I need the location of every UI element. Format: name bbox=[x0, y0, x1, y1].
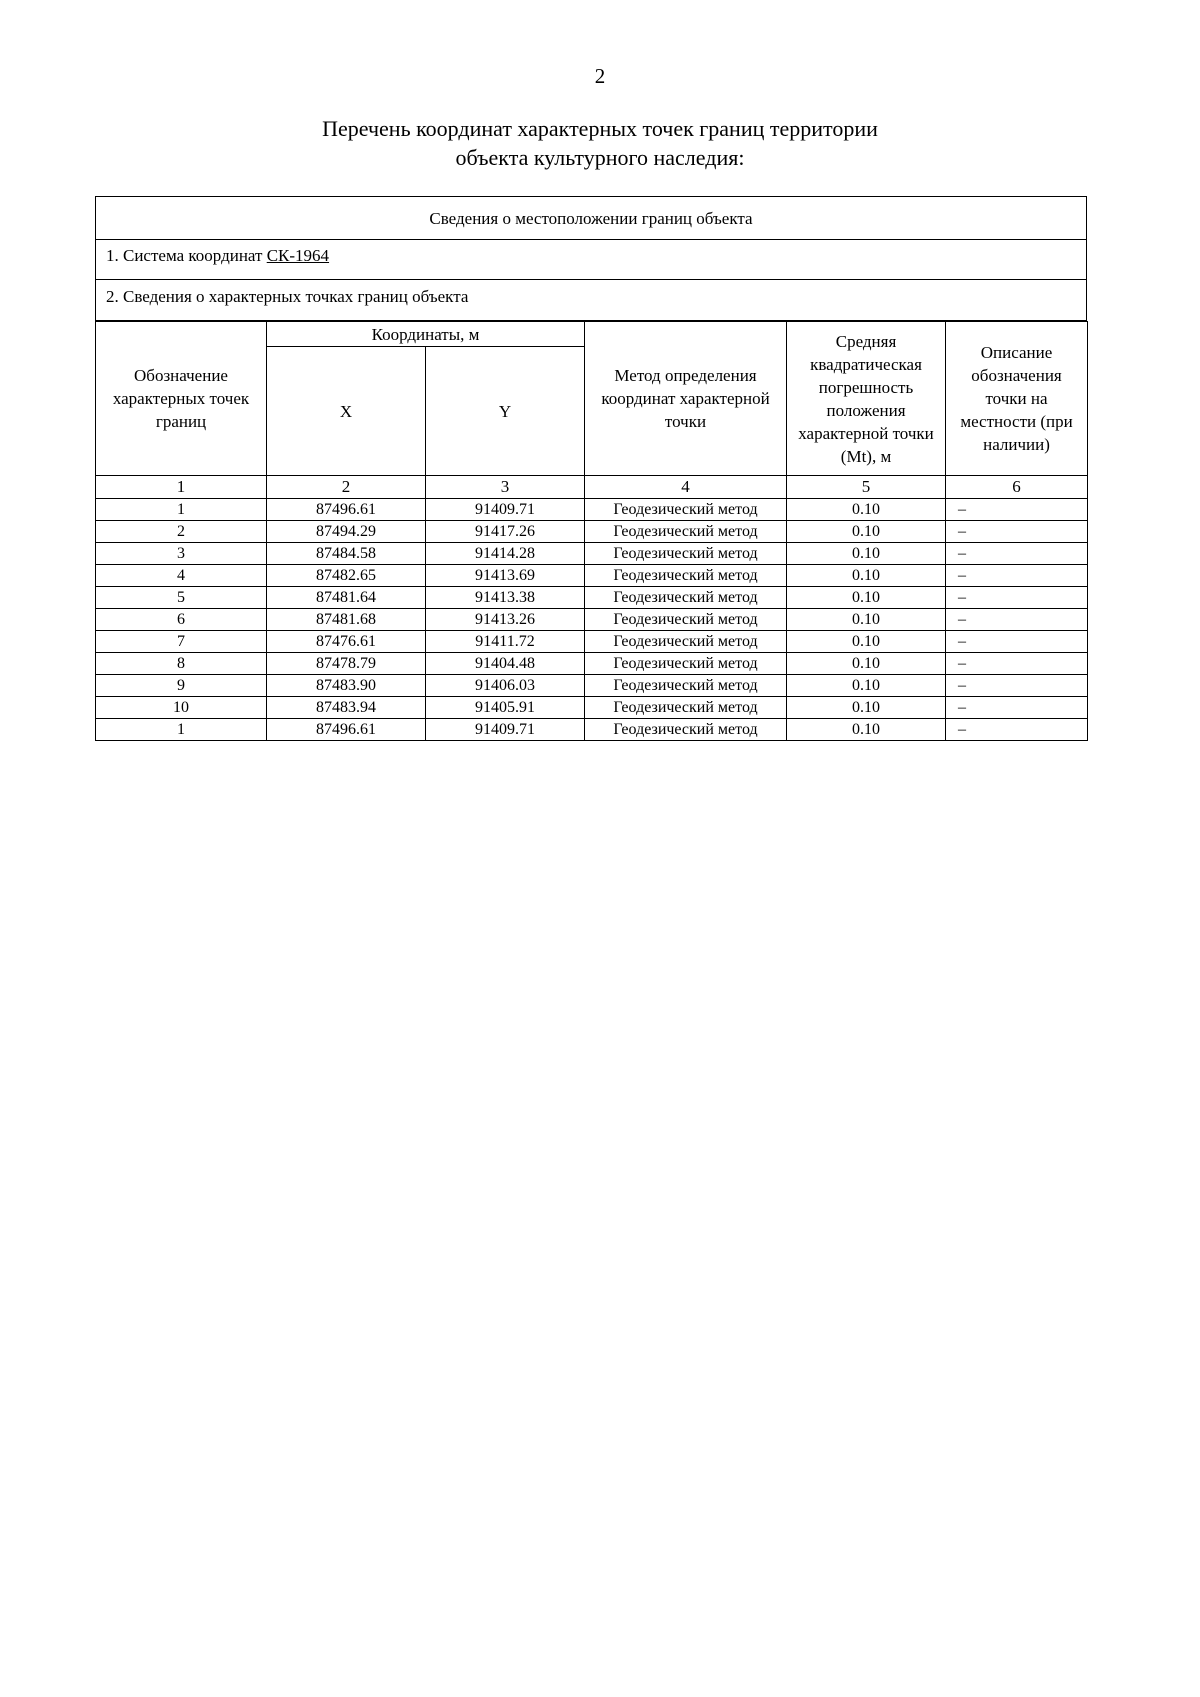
cell-description: – bbox=[946, 697, 1088, 719]
table-row bbox=[96, 675, 1088, 697]
cell-error: 0.10 bbox=[787, 543, 946, 565]
cell-method: Геодезический метод bbox=[585, 543, 787, 565]
cell-x: 87481.64 bbox=[267, 587, 426, 609]
cell-error: 0.10 bbox=[787, 499, 946, 521]
cell-point: 1 bbox=[96, 499, 267, 521]
header-error: Средняя квадратическая погрешность положения характерной точки (Mt), м bbox=[787, 322, 946, 476]
header-description: Описание обозначения точки на местности (при наличии) bbox=[946, 322, 1088, 476]
coordinates-table bbox=[95, 321, 1088, 741]
location-info-header: Сведения о местоположении границ объекта bbox=[96, 197, 1086, 240]
table-row bbox=[96, 499, 1088, 521]
cell-point: 6 bbox=[96, 609, 267, 631]
column-number-2: 2 bbox=[267, 476, 426, 499]
cell-x: 87476.61 bbox=[267, 631, 426, 653]
cell-description: – bbox=[946, 631, 1088, 653]
cell-method: Геодезический метод bbox=[585, 675, 787, 697]
cell-description: – bbox=[946, 543, 1088, 565]
cell-description: – bbox=[946, 719, 1088, 741]
cell-y: 91405.91 bbox=[426, 697, 585, 719]
cell-error: 0.10 bbox=[787, 631, 946, 653]
cell-x: 87494.29 bbox=[267, 521, 426, 543]
header-designation: Обозначение характерных точек границ bbox=[96, 322, 267, 476]
cell-point: 10 bbox=[96, 697, 267, 719]
header-coordinates-group: Координаты, м bbox=[267, 322, 585, 347]
title-line-2: объекта культурного наследия: bbox=[455, 145, 745, 170]
cell-description: – bbox=[946, 653, 1088, 675]
cell-x: 87478.79 bbox=[267, 653, 426, 675]
cell-x: 87481.68 bbox=[267, 609, 426, 631]
cell-y: 91411.72 bbox=[426, 631, 585, 653]
page-number: 2 bbox=[594, 64, 606, 88]
table-row bbox=[96, 543, 1088, 565]
cell-error: 0.10 bbox=[787, 697, 946, 719]
column-number-5: 5 bbox=[787, 476, 946, 499]
cell-point: 4 bbox=[96, 565, 267, 587]
column-number-4: 4 bbox=[585, 476, 787, 499]
document-title bbox=[0, 114, 1200, 172]
object-info-box bbox=[95, 196, 1087, 321]
cell-description: – bbox=[946, 675, 1088, 697]
cell-method: Геодезический метод bbox=[585, 521, 787, 543]
cell-description: – bbox=[946, 565, 1088, 587]
cell-error: 0.10 bbox=[787, 653, 946, 675]
cell-point: 5 bbox=[96, 587, 267, 609]
cell-error: 0.10 bbox=[787, 565, 946, 587]
coordinate-system-row bbox=[96, 240, 1086, 280]
cell-method: Геодезический метод bbox=[585, 609, 787, 631]
table-row bbox=[96, 587, 1088, 609]
cell-y: 91406.03 bbox=[426, 675, 585, 697]
cell-error: 0.10 bbox=[787, 675, 946, 697]
cell-method: Геодезический метод bbox=[585, 697, 787, 719]
cell-error: 0.10 bbox=[787, 609, 946, 631]
cell-x: 87483.90 bbox=[267, 675, 426, 697]
cell-y: 91414.28 bbox=[426, 543, 585, 565]
cell-error: 0.10 bbox=[787, 719, 946, 741]
cell-y: 91409.71 bbox=[426, 499, 585, 521]
table-row bbox=[96, 653, 1088, 675]
cell-x: 87496.61 bbox=[267, 719, 426, 741]
cell-method: Геодезический метод bbox=[585, 565, 787, 587]
cell-x: 87496.61 bbox=[267, 499, 426, 521]
cell-x: 87484.58 bbox=[267, 543, 426, 565]
cell-description: – bbox=[946, 521, 1088, 543]
title-line-1: Перечень координат характерных точек границ территории bbox=[322, 116, 878, 141]
cell-point: 7 bbox=[96, 631, 267, 653]
table-row bbox=[96, 697, 1088, 719]
cell-point: 8 bbox=[96, 653, 267, 675]
cell-point: 2 bbox=[96, 521, 267, 543]
cell-x: 87483.94 bbox=[267, 697, 426, 719]
cell-method: Геодезический метод bbox=[585, 499, 787, 521]
table-row bbox=[96, 719, 1088, 741]
table-row bbox=[96, 565, 1088, 587]
cell-point: 9 bbox=[96, 675, 267, 697]
cell-x: 87482.65 bbox=[267, 565, 426, 587]
coordinate-system-value: СК-1964 bbox=[266, 246, 330, 265]
cell-y: 91413.26 bbox=[426, 609, 585, 631]
cell-error: 0.10 bbox=[787, 521, 946, 543]
table-row bbox=[96, 609, 1088, 631]
header-method: Метод определения координат характерной точки bbox=[585, 322, 787, 476]
cell-y: 91413.69 bbox=[426, 565, 585, 587]
table-row bbox=[96, 631, 1088, 653]
boundary-table-container bbox=[95, 196, 1087, 741]
cell-y: 91404.48 bbox=[426, 653, 585, 675]
column-number-6: 6 bbox=[946, 476, 1088, 499]
cell-description: – bbox=[946, 499, 1088, 521]
column-number-1: 1 bbox=[96, 476, 267, 499]
header-y: Y bbox=[426, 347, 585, 476]
cell-point: 1 bbox=[96, 719, 267, 741]
cell-y: 91409.71 bbox=[426, 719, 585, 741]
coordinates-table-body bbox=[96, 499, 1088, 741]
cell-method: Геодезический метод bbox=[585, 587, 787, 609]
column-number-3: 3 bbox=[426, 476, 585, 499]
cell-y: 91413.38 bbox=[426, 587, 585, 609]
cell-method: Геодезический метод bbox=[585, 653, 787, 675]
cell-y: 91417.26 bbox=[426, 521, 585, 543]
cell-description: – bbox=[946, 587, 1088, 609]
cell-error: 0.10 bbox=[787, 587, 946, 609]
cell-method: Геодезический метод bbox=[585, 631, 787, 653]
table-row bbox=[96, 521, 1088, 543]
cell-method: Геодезический метод bbox=[585, 719, 787, 741]
cell-point: 3 bbox=[96, 543, 267, 565]
points-section-heading: 2. Сведения о характерных точках границ объекта bbox=[96, 280, 1086, 321]
cell-description: – bbox=[946, 609, 1088, 631]
header-x: X bbox=[267, 347, 426, 476]
coordinate-system-label: 1. Система координат bbox=[106, 246, 267, 265]
